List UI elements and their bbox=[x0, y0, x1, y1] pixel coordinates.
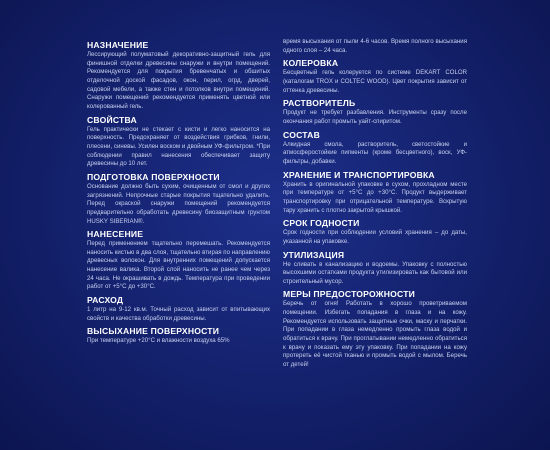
section-composition bbox=[283, 130, 467, 167]
section-application bbox=[87, 229, 270, 292]
section-text: Хранить в оригинальной упаковке в сухом, прохладном месте при температуре от +5°С до +30°С. Продукт выдерживает транспортировку при отрицательной температуре. Вскрытую тару хранить с плотно закрытой крышкой. bbox=[283, 180, 467, 214]
section-text: Беречь от огня! Работать в хорошо проветриваемом помещении. Избегать попадания в глаза и на кожу. Рекомендуется использовать защитные очки, маску и перчатки. При попадании в глаза немедленно промыть глаза водой и обратиться к врачу. При проглатывании немедленно обратиться к врачу и показать ему эту упаковку. При попадании на кожу протереть её чистой тканью и промыть водой с мылом. Беречь от детей! bbox=[283, 300, 467, 369]
section-disposal bbox=[283, 250, 467, 287]
section-surface-drying bbox=[87, 326, 270, 346]
section-text: Не сливать в канализацию и водоемы. Упаковку с полностью высохшими остатками продукта утилизировать как бытовой или строительный мусор. bbox=[283, 260, 467, 285]
section-drying-continued bbox=[283, 38, 467, 55]
section-solvent bbox=[283, 98, 467, 126]
section-heading: КОЛЕРОВКА bbox=[283, 58, 339, 69]
section-storage bbox=[283, 170, 467, 216]
section-purpose bbox=[87, 40, 270, 112]
section-safety bbox=[283, 289, 467, 369]
section-heading: РАСТВОРИТЕЛЬ bbox=[283, 98, 356, 109]
section-heading: СВОЙСТВА bbox=[87, 114, 137, 125]
section-tinting bbox=[283, 58, 467, 95]
section-heading: СОСТАВ bbox=[283, 129, 320, 140]
section-heading: НАЗНАЧЕНИЕ bbox=[87, 40, 149, 50]
section-text: Продукт не требует разбавления. Инструменты сразу после окончания работ промыть уайт-спиритом. bbox=[283, 109, 467, 125]
section-text: 1 литр на 9-12 кв.м. Точный расход зависит от впитывающих свойств и качества обработки древесины. bbox=[87, 306, 270, 322]
right-column bbox=[283, 38, 467, 373]
section-text: Основание должно быть сухим, очищенным от смол и других загрязнений. Непрочные старые покрытия тщательно удалить. Перед окраской снаружи помещений рекомендуется предварительно обработать древесину биозащитным грунтом HUSKY SIBERIAN®. bbox=[87, 182, 270, 225]
section-consumption bbox=[87, 295, 270, 323]
section-shelf-life bbox=[283, 218, 467, 246]
left-column bbox=[87, 40, 270, 349]
section-text: Бесцветный гель колеруется по системе DEKART COLOR (каталогам TROX и COLTEC WOOD). Цвет покрытия зависит от оттенка древесины. bbox=[283, 69, 467, 94]
section-heading: УТИЛИЗАЦИЯ bbox=[283, 249, 345, 260]
section-properties bbox=[87, 115, 270, 169]
section-surface-preparation bbox=[87, 172, 270, 226]
section-text: Алкидная смола, растворитель, светостойкие и атмосферостойкие пигменты (кроме бесцветного), воск, УФ-фильтры, добавки. bbox=[283, 140, 467, 165]
section-text: время высыхания от пыли 4-6 часов. Время полного высыхания одного слоя – 24 часа. bbox=[283, 38, 467, 54]
section-text: Срок годности при соблюдении условий хранения – до даты, указанной на упаковке. bbox=[283, 229, 467, 245]
section-heading: РАСХОД bbox=[87, 295, 124, 306]
section-heading: НАНЕСЕНИЕ bbox=[87, 229, 144, 240]
section-text: Лессирующий полуматовый декоративно-защитный гель для финишной отделки древесины снаружи и внутри помещений. Рекомендуется для покрытия бревенчатых и обшитых отделочной доской фасадов, окон, перил, огрд, дверей, садовой мебели, а также стен и потолков внутри помещений. Снаружи помещений рекомендуется применять цветной или колерованный гель. bbox=[87, 51, 270, 110]
section-heading: МЕРЫ ПРЕДОСТОРОЖНОСТИ bbox=[283, 289, 416, 300]
section-heading: ХРАНЕНИЕ И ТРАНСПОРТИРОВКА bbox=[283, 169, 435, 180]
section-heading: ВЫСЫХАНИЕ ПОВЕРХНОСТИ bbox=[87, 326, 220, 337]
section-text: Гель практически не стекает с кисти и легко наносится на поверхность. Предохраняет от воздействия грибков, гнили, плесени, синевы. Усилен воском и двойным УФ-фильтром. *При соблюдении правил нанесения обеспечивает защиту древесины до 10 лет. bbox=[87, 125, 270, 168]
section-text: При температуре +20°С и влажности воздуха 65% bbox=[87, 337, 230, 345]
section-text: Перед применением тщательно перемешать. Рекомендуется наносить кистью в два слоя, тщательно втирая по направлению древесных волокон. Для внутренних помещений допускается нанесение валика. Второй слой наносить не ранее чем через 24 часа. Не окрашивать в дождь. Температура при проведении работ от +5°С до +30°С. bbox=[87, 240, 270, 291]
section-heading: ПОДГОТОВКА ПОВЕРХНОСТИ bbox=[87, 171, 220, 182]
section-heading: СРОК ГОДНОСТИ bbox=[283, 218, 360, 229]
